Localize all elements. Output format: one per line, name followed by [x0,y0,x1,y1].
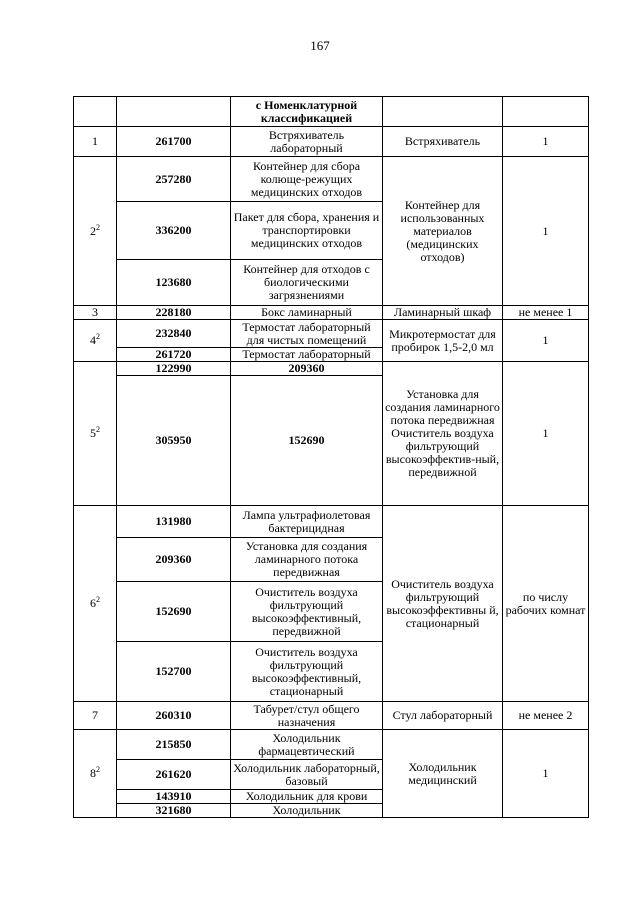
table-cell: 228180 [117,306,231,320]
table-row [74,702,589,730]
table-cell: Термостат лабораторный [231,348,383,362]
table-cell: 305950 [117,376,231,506]
table-cell: 1 [503,320,589,362]
table-cell: 1 [503,730,589,818]
table-cell: Холодильник лабораторный, базовый [231,760,383,790]
table-row [74,506,589,538]
table-cell: 152690 [117,582,231,642]
table-cell: Очиститель воздуха фильтрующий высокоэффективный, передвижной [231,582,383,642]
table-cell: 232840 [117,320,231,348]
row-number: $5^2$ [74,362,117,506]
table-cell: Бокс ламинарный [231,306,383,320]
table-cell: Микротермостат для пробирок 1,5-2,0 мл [383,320,503,362]
table-row [74,97,589,127]
table-cell: 123680 [117,260,231,306]
row-number: $8^2$ [74,730,117,818]
table-cell: Контейнер для отходов с биологическими загрязнениями [231,260,383,306]
table-cell: Стул лабораторный [383,702,503,730]
table-cell: 143910 [117,790,231,804]
table-row [74,127,589,157]
table-cell: 261720 [117,348,231,362]
table-cell: 152700 [117,642,231,702]
table-cell: Очиститель воздуха фильтрующий высокоэффективный, стационарный [231,642,383,702]
table-cell: Термостат лабораторный для чистых помещений [231,320,383,348]
table-cell: 321680 [117,804,231,818]
table-cell: 209360 [117,538,231,582]
table-cell: Контейнер для использованных материалов (медицинских отходов) [383,157,503,306]
table-cell: Холодильник [231,804,383,818]
table-cell: 261700 [117,127,231,157]
table-cell: Установка для создания ламинарного потока передвижная Очиститель воздуха фильтрующий высокоэффектив-ный, передвижной [383,362,503,506]
table-cell: 215850 [117,730,231,760]
table-row [74,362,589,376]
table-cell: 209360 [231,362,383,376]
table-cell: 1 [503,157,589,306]
table-row [74,730,589,760]
table-cell: Лампа ультрафиолетовая бактерицидная [231,506,383,538]
row-number: 3 [74,306,117,320]
row-number: $6^2$ [74,506,117,702]
table-cell: 122990 [117,362,231,376]
table-cell: Установка для создания ламинарного потока передвижная [231,538,383,582]
row-number: 7 [74,702,117,730]
table-cell: с Номенклатурной классификацией [231,97,383,127]
table-cell: 261620 [117,760,231,790]
row-number: 1 [74,127,117,157]
table-cell: 131980 [117,506,231,538]
equipment-table [73,96,589,818]
table-cell: по числу рабочих комнат [503,506,589,702]
table-row [74,157,589,202]
table-cell: Встряхиватель [383,127,503,157]
table-cell: 257280 [117,157,231,202]
table-cell: не менее 1 [503,306,589,320]
table-cell: Холодильник для крови [231,790,383,804]
row-number: $4^2$ [74,320,117,362]
table-cell: 1 [503,362,589,506]
table-cell: Холодильник медицинский [383,730,503,818]
table-row [74,306,589,320]
table-cell: 260310 [117,702,231,730]
table-cell: Встряхиватель лабораторный [231,127,383,157]
table-cell: Табурет/стул общего назначения [231,702,383,730]
table-cell: Ламинарный шкаф [383,306,503,320]
page-number: 167 [310,38,330,53]
row-number: $2^2$ [74,157,117,306]
table-cell: 336200 [117,202,231,260]
table-cell: Очиститель воздуха фильтрующий высокоэффективны й, стационарный [383,506,503,702]
table-cell: 1 [503,127,589,157]
table-row [74,320,589,348]
table-cell: не менее 2 [503,702,589,730]
table-cell: Контейнер для сбора колюще-режущих медицинских отходов [231,157,383,202]
table-cell: Пакет для сбора, хранения и транспортировки медицинских отходов [231,202,383,260]
table-cell: Холодильник фармацевтический [231,730,383,760]
table-cell: 152690 [231,376,383,506]
